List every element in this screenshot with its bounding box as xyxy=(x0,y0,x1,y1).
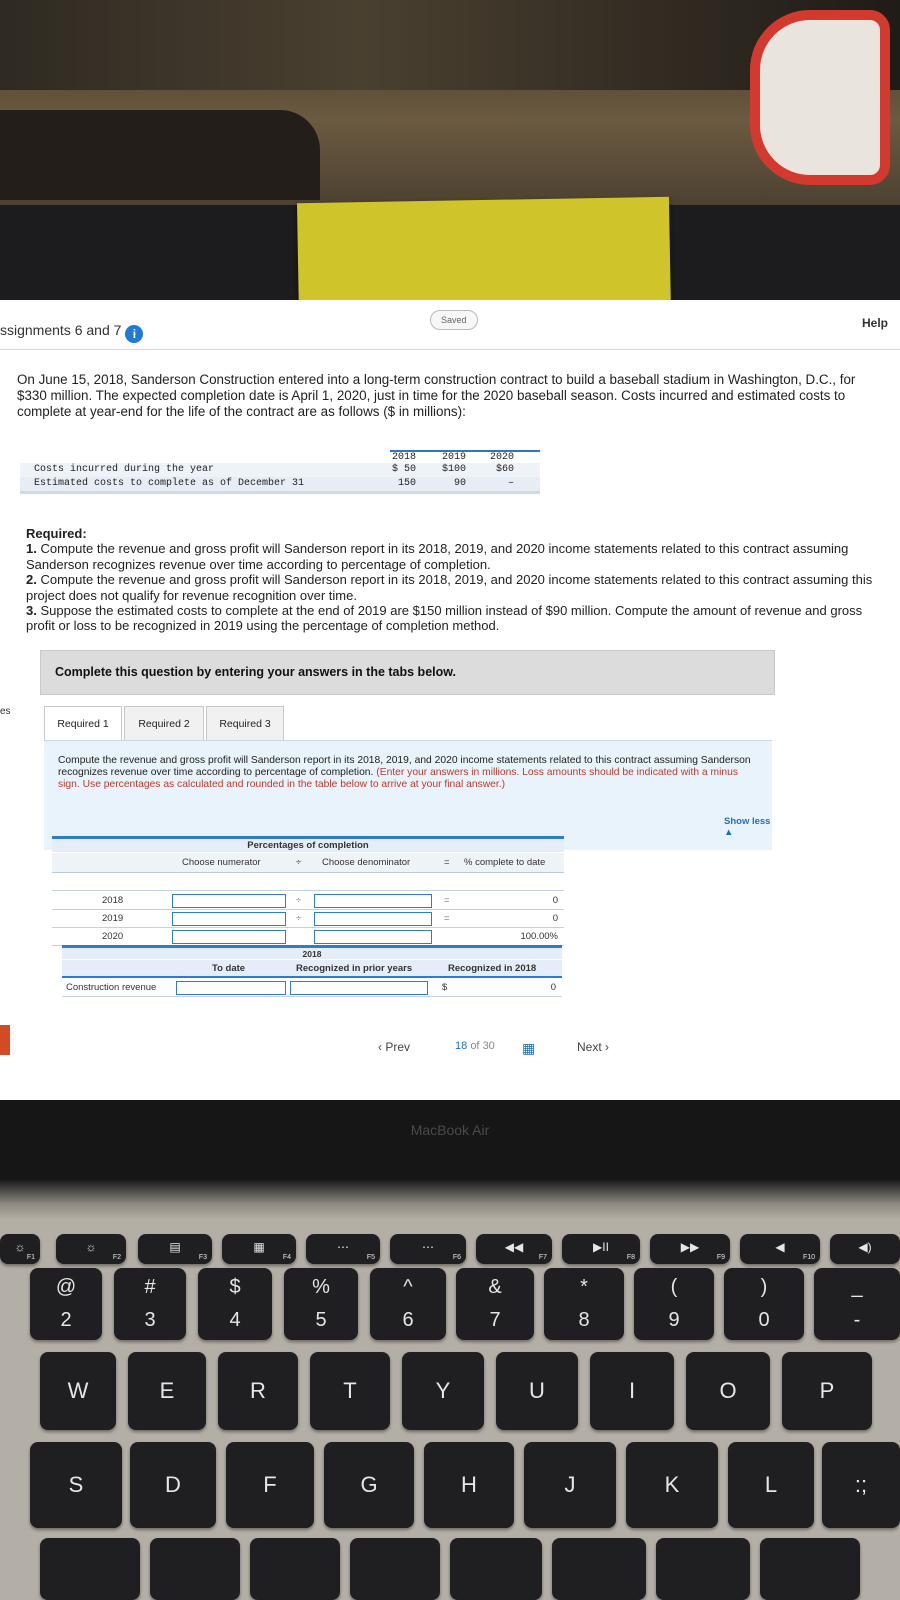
costs-cell: 150 xyxy=(397,478,416,489)
percent-row-2019 xyxy=(52,910,564,928)
row-year: 2018 xyxy=(102,895,124,906)
costs-cell: – xyxy=(507,478,514,489)
key-bottom[interactable] xyxy=(450,1538,542,1600)
key-f2[interactable]: ☼ F2 xyxy=(56,1234,126,1264)
costs-row xyxy=(20,477,540,494)
equals-op: = xyxy=(444,913,450,924)
browser-screen xyxy=(0,300,900,1100)
percent-table-title: Percentages of completion xyxy=(52,836,564,852)
percent-table-spacer xyxy=(52,873,564,891)
percent-row-2020 xyxy=(52,928,564,946)
key-bottom[interactable] xyxy=(552,1538,646,1600)
prev-button[interactable]: ‹ Prev xyxy=(378,1040,411,1054)
key-i[interactable]: I xyxy=(590,1352,674,1430)
background-mug xyxy=(750,10,890,185)
question-box xyxy=(44,740,772,850)
equals-op: = xyxy=(444,857,450,868)
key-bottom[interactable] xyxy=(760,1538,860,1600)
key-u[interactable]: U xyxy=(496,1352,578,1430)
key-h[interactable]: H xyxy=(424,1442,514,1528)
revenue-table-year: 2018 xyxy=(62,945,562,959)
key-e[interactable]: E xyxy=(128,1352,206,1430)
key-5[interactable]: % 5 xyxy=(284,1268,358,1340)
key-l[interactable]: L xyxy=(728,1442,814,1528)
assignment-title: ssignments 6 and 7 i xyxy=(0,322,143,343)
denominator-select[interactable] xyxy=(314,894,432,908)
year-header: 2019 xyxy=(441,452,466,463)
required-section xyxy=(26,526,886,634)
currency-symbol: $ xyxy=(442,982,448,993)
key-f1[interactable]: ☼ F1 xyxy=(0,1234,40,1264)
costs-cell: $100 xyxy=(441,464,466,475)
key-4[interactable]: $ 4 xyxy=(198,1268,272,1340)
laptop-brand: MacBook Air xyxy=(410,1122,490,1138)
page-count: 18 of 30 xyxy=(455,1040,495,1052)
year-header: 2020 xyxy=(489,452,514,463)
key-7[interactable]: & 7 xyxy=(456,1268,534,1340)
required-item: 3. Suppose the estimated costs to complete at the end of 2019 are $150 million instead of $90 million. Compute the amount of revenue and gross profit or loss to be recognized in 2019 using the percentage of completion method. xyxy=(26,603,863,634)
key-f3[interactable]: ▤ F3 xyxy=(138,1234,212,1264)
key-bottom[interactable] xyxy=(150,1538,240,1600)
laptop-hinge xyxy=(0,1180,900,1220)
key-f10[interactable]: ◀ F10 xyxy=(740,1234,820,1264)
row-year: 2019 xyxy=(102,913,124,924)
costs-cell: $60 xyxy=(495,464,514,475)
key-f5[interactable]: ⋯ F5 xyxy=(306,1234,380,1264)
denominator-header: Choose denominator xyxy=(322,857,411,868)
key-f8[interactable]: ▶II F8 xyxy=(562,1234,640,1264)
key-w[interactable]: W xyxy=(40,1352,116,1430)
divide-op: ÷ xyxy=(296,857,302,868)
percent-result: 0 xyxy=(552,895,558,906)
problem-intro: On June 15, 2018, Sanderson Construction entered into a long-term construction contract to build a baseball stadium in Washington, D.C., for $330 million. The expected completion date is April 1, 2020, just in time for the 2020 baseball season. Costs incurred and estimated costs to complete at year-end for the life of the contract are as follows ($ in millions): xyxy=(17,372,856,419)
question-pager xyxy=(0,1040,900,1060)
help-link[interactable]: Help xyxy=(862,316,889,330)
key-f11[interactable]: ◀) xyxy=(830,1234,900,1264)
revenue-row xyxy=(62,979,562,997)
revenue-row-label: Construction revenue xyxy=(66,982,157,993)
percent-table-header xyxy=(52,853,564,873)
key-p[interactable]: P xyxy=(782,1352,872,1430)
costs-cell: 90 xyxy=(453,478,466,489)
percent-result: 0 xyxy=(552,913,558,924)
key-bottom[interactable] xyxy=(656,1538,750,1600)
denominator-select[interactable] xyxy=(314,912,432,926)
recognized-value: 0 xyxy=(550,982,556,993)
key-d[interactable]: D xyxy=(130,1442,216,1528)
to-date-header: To date xyxy=(212,963,246,974)
denominator-select[interactable] xyxy=(314,930,432,944)
tab-required-3[interactable]: Required 3 xyxy=(206,706,284,740)
current-year-header: Recognized in 2018 xyxy=(448,963,537,974)
key-9[interactable]: ( 9 xyxy=(634,1268,714,1340)
key-j[interactable]: J xyxy=(524,1442,616,1528)
key-8[interactable]: * 8 xyxy=(544,1268,624,1340)
instructions-banner: Complete this question by entering your answers in the tabs below. xyxy=(40,650,775,695)
row-year: 2020 xyxy=(102,931,124,942)
key-g[interactable]: G xyxy=(324,1442,414,1528)
to-date-input[interactable] xyxy=(176,981,286,995)
background-shadow xyxy=(0,110,320,200)
key-f6[interactable]: ⋯ F6 xyxy=(390,1234,466,1264)
costs-cell: $ 50 xyxy=(391,464,416,475)
percent-row-2018 xyxy=(52,892,564,910)
costs-row-label: Costs incurred during the year xyxy=(34,464,215,475)
key-semicolon[interactable]: :; xyxy=(822,1442,900,1528)
key-y[interactable]: Y xyxy=(402,1352,484,1430)
key-s[interactable]: S xyxy=(30,1442,122,1528)
numerator-select[interactable] xyxy=(172,930,286,944)
revenue-table-header xyxy=(62,960,562,978)
assignment-header xyxy=(0,300,900,350)
laptop-bezel xyxy=(0,1100,900,1180)
year-header: 2018 xyxy=(391,452,416,463)
key-r[interactable]: R xyxy=(218,1352,298,1430)
numerator-select[interactable] xyxy=(172,912,286,926)
key-6[interactable]: ^ 6 xyxy=(370,1268,446,1340)
equals-op: = xyxy=(444,895,450,906)
key-f[interactable]: F xyxy=(226,1442,314,1528)
required-heading: Required: xyxy=(26,526,87,541)
saved-indicator: Saved xyxy=(430,310,478,330)
key-3[interactable]: # 3 xyxy=(114,1268,186,1340)
tab-required-2[interactable]: Required 2 xyxy=(124,706,204,740)
info-icon[interactable]: i xyxy=(125,325,143,343)
show-less-link[interactable]: Show less ▲ xyxy=(724,816,771,838)
required-item: 2. Compute the revenue and gross profit will Sanderson report in its 2018, 2019, and 2020 income statements related to this contract assuming this project does not qualify for revenue recognition over time. xyxy=(26,572,873,603)
tab-required-1[interactable]: Required 1 xyxy=(44,706,122,740)
next-button[interactable]: Next › xyxy=(577,1040,610,1054)
key-minus[interactable]: _ - xyxy=(814,1268,900,1340)
divide-op: ÷ xyxy=(296,895,302,906)
key-bottom[interactable] xyxy=(40,1538,140,1600)
percent-result: 100.00% xyxy=(520,931,558,942)
divide-op: ÷ xyxy=(296,913,302,924)
key-t[interactable]: T xyxy=(310,1352,390,1430)
key-bottom[interactable] xyxy=(250,1538,340,1600)
key-f4[interactable]: ▦ F4 xyxy=(222,1234,296,1264)
numerator-select[interactable] xyxy=(172,894,286,908)
key-k[interactable]: K xyxy=(626,1442,718,1528)
prior-years-input[interactable] xyxy=(290,981,428,995)
costs-row xyxy=(20,463,540,477)
costs-row-label: Estimated costs to complete as of December 31 xyxy=(34,478,305,489)
key-f7[interactable]: ◀◀ F7 xyxy=(476,1234,552,1264)
prior-years-header: Recognized in prior years xyxy=(296,963,413,974)
key-f9[interactable]: ▶▶ F9 xyxy=(650,1234,730,1264)
question-text: Compute the revenue and gross profit will Sanderson report in its 2018, 2019, and 2020 income statements related to this contract assuming Sanderson recognizes revenue over time according to percentage of completion. (Enter your answers in millions. Loss amounts should be indicated with a minus sign. Use percentages as calculated and rounded in the table below to arrive at your final answer.) xyxy=(58,755,751,790)
key-bottom[interactable] xyxy=(350,1538,440,1600)
result-header: % complete to date xyxy=(464,857,546,868)
required-item: 1. Compute the revenue and gross profit will Sanderson report in its 2018, 2019, and 2020 income statements related to this contract assuming Sanderson recognizes revenue over time according to percentage of completion. xyxy=(26,541,849,572)
keyboard xyxy=(0,1220,900,1600)
key-0[interactable]: ) 0 xyxy=(724,1268,804,1340)
costs-year-header xyxy=(390,450,540,462)
numerator-header: Choose numerator xyxy=(182,857,261,868)
left-edge-fragment: es xyxy=(0,706,11,717)
key-o[interactable]: O xyxy=(686,1352,770,1430)
grid-icon[interactable]: ▦ xyxy=(522,1040,536,1056)
key-2[interactable]: @ 2 xyxy=(30,1268,102,1340)
